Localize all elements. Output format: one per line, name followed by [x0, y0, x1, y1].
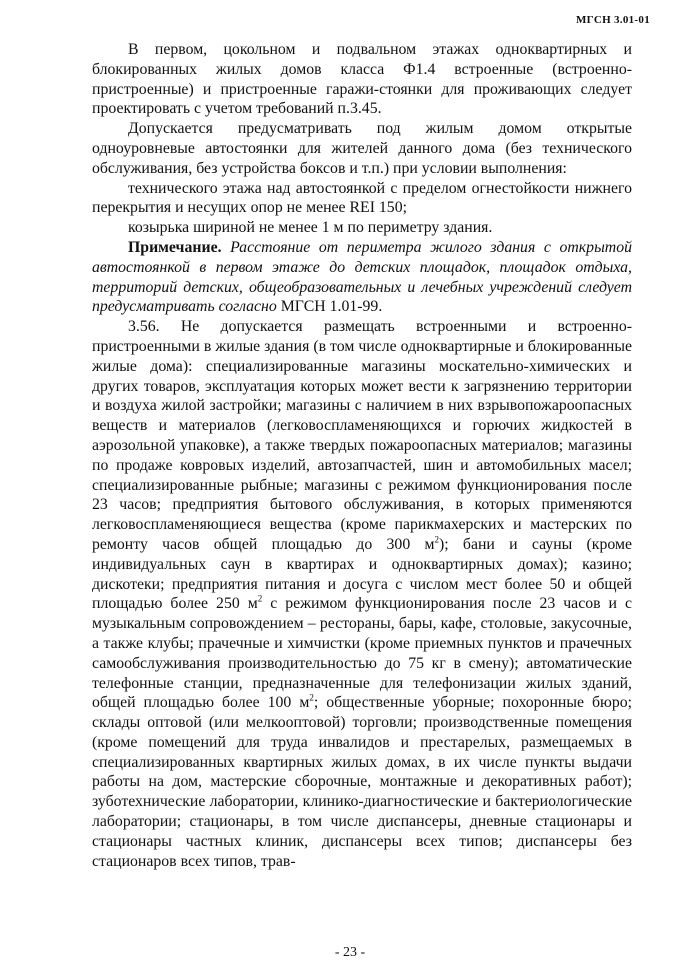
superscript-2: 2 [257, 594, 263, 605]
paragraph-canopy: козырька шириной не менее 1 м по периметру здания. [128, 219, 493, 237]
paragraph-garages: В первом, цокольном и подвальном этажах одноквартирных и блокированных жилых домов класса Ф1.4 встроенные (встроенно-пристроенные) и пристроенные гаражи-стоянки для проживающих следует проектировать с учетом требований п.3.45. [92, 41, 632, 118]
page-number: - 23 - [334, 945, 366, 960]
paragraph-open-parking: Допускается предусматривать под жилым домом открытые одноуровневые автостоянки для жителей данного дома (без технического обслуживания, без устройства боксов и т.п.) при условии выполнения: [92, 120, 632, 177]
document-body [92, 40, 632, 871]
section-text-part-1: 3.56. Не допускается размещать встроенными и встроенно-пристроенными в жилые здания (в том числе одноквартирные и блокированные жилые дома): специализированные магазины москательно-химических и других товаров, эксплуатация которых может вести к загрязнению территории и воздуха жилой застройки; магазины с наличием в них взрывопожароопасных веществ и материалов (легковоспламеняющихся и горючих жидкостей в аэрозольной упаковке), а также твердых пожароопасных материалов; магазины по продаже ковровых изделий, автозапчастей, шин и автомобильных масел; специализированные рыбные; магазины с режимом функционирования после 23 часов; предприятия бытового обслуживания, в которых применяются легковоспламеняющиеся вещества (кроме парикмахерских и мастерских по ремонту часов общей площадью до 300 м [92, 318, 632, 553]
section-text-part-2: ); бани и сауны (кроме индивидуальных саун в квартирах и одноквартирных домах); казино; дискотеки; предприятия питания и досуга с числом мест более 50 и общей площадью более 250 м [92, 535, 632, 613]
superscript-3: 2 [309, 693, 314, 704]
note-reference: МГСН 1.01-99. [280, 298, 383, 316]
document-code: МГСН 3.01-01 [576, 14, 650, 26]
superscript-1: 2 [434, 534, 439, 545]
section-text-part-3: с режимом функционирования после 23 часов и с музыкальным сопровождением – рестораны, бары, кафе, столовые, закусочные, а также клубы; прачечные и химчистки (кроме приемных пунктов и прачечных самообслуживания производительностью до 75 кг в смену); автоматические телефонные станции, предназначенные для телефонизации жилых зданий, общей площадью более 100 м [92, 595, 632, 712]
paragraph-3-56 [92, 317, 632, 871]
paragraph-technical-floor: технического этажа над автостоянкой с пределом огнестойкости нижнего перекрытия и несущих опор не менее REI 150; [92, 179, 632, 217]
note-label: Примечание. [128, 238, 222, 256]
note-paragraph [92, 238, 632, 317]
section-text-part-4: ; общественные уборные; похоронные бюро; склады оптовой (или мелкооптовой) торговли; производственные помещения (кроме помещений для труда инвалидов и престарелых, размещаемых в специализированных квартирных жилых домах, в их числе пункты выдачи работы на дом, мастерские сборочные, монтажные и декоративных работ); зуботехнические лаборатории, клинико-диагностические и бактериологические лаборатории; стационары, в том числе диспансеры, дневные стационары и стационары частных клиник, диспансеры всех типов; диспансеры без стационаров всех типов, трав- [92, 694, 632, 870]
note-text: Расстояние от периметра жилого здания с открытой автостоянкой в первом этаже до детских площадок, площадок отдыха, территорий детских, общеобразовательных и лечебных учреждений следует предусматривать согласно [92, 238, 632, 316]
